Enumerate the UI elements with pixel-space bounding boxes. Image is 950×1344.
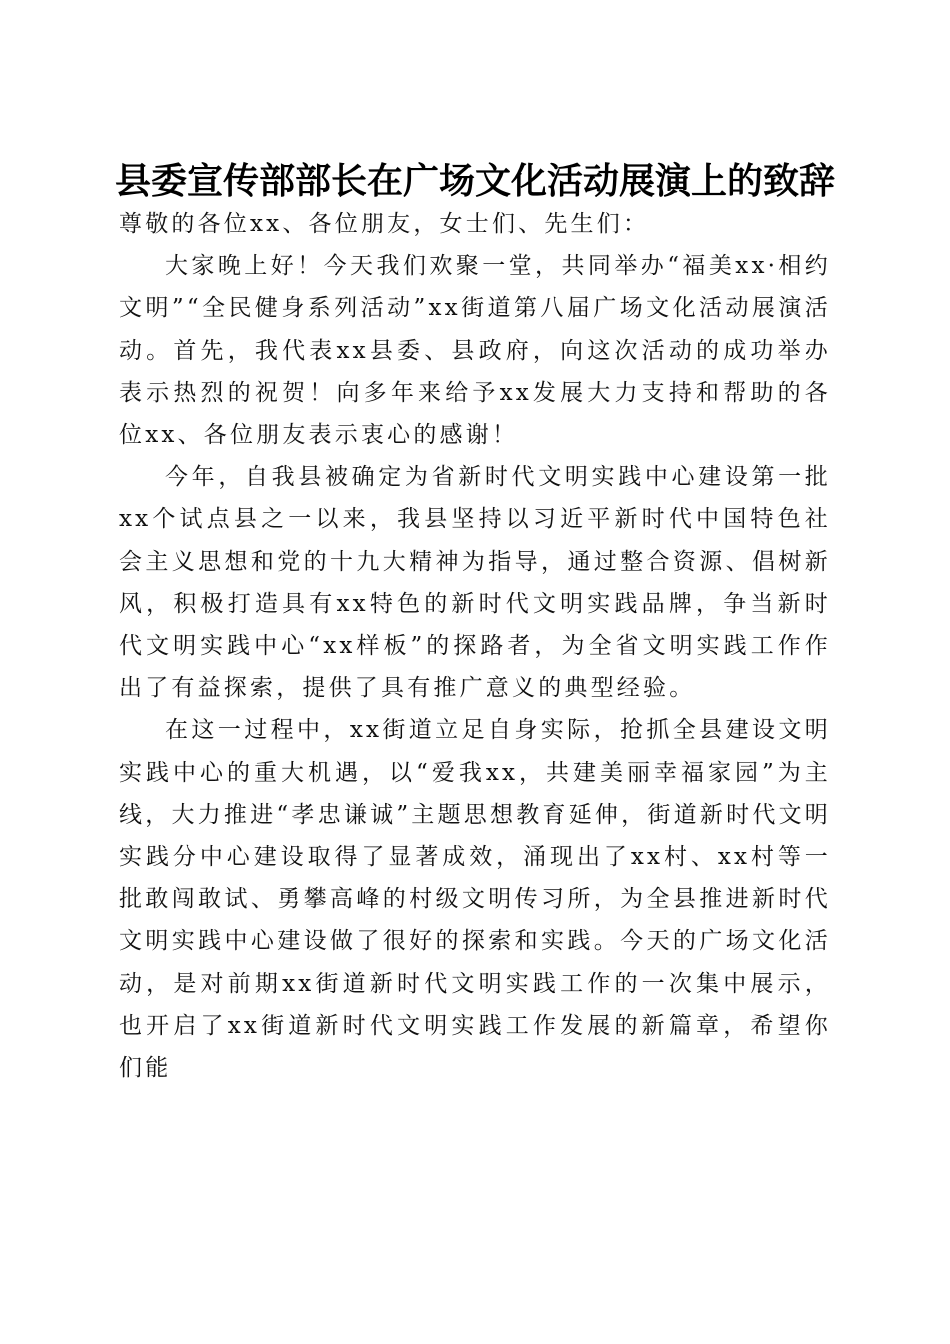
document-body: [119, 203, 831, 1089]
document-title: 县委宣传部部长在广场文化活动展演上的致辞: [114, 160, 835, 203]
paragraph-county-practice: 今年，自我县被确定为省新时代文明实践中心建设第一批xx个试点县之一以来，我县坚持以习近平新时代中国特色社会主义思想和党的十九大精神为指导，通过整合资源、倡树新风，积极打造具有xx特色的新时代文明实践品牌，争当新时代文明实践中心“xx样板”的探路者，为全省文明实践工作作出了有益探索，提供了具有推广意义的典型经验。: [119, 464, 831, 702]
paragraph-street-achievements: 在这一过程中，xx街道立足自身实际，抢抓全县建设文明实践中心的重大机遇，以“爱我xx，共建美丽幸福家园”为主线，大力推进“孝忠谦诚”主题思想教育延伸，街道新时代文明实践分中心建设取得了显著成效，涌现出了xx村、xx村等一批敢闯敢试、勇攀高峰的村级文明传习所，为全县推进新时代文明实践中心建设做了很好的探索和实践。今天的广场文化活动，是对前期xx街道新时代文明实践工作的一次集中展示，也开启了xx街道新时代文明实践工作发展的新篇章，希望你们能: [119, 717, 831, 1082]
paragraph-opening: 大家晚上好！今天我们欢聚一堂，共同举办“福美xx·相约文明”“全民健身系列活动”xx街道第八届广场文化活动展演活动。首先，我代表xx县委、县政府，向这次活动的成功举办表示热烈的祝贺！向多年来给予xx发展大力支持和帮助的各位xx、各位朋友表示衷心的感谢！: [119, 253, 831, 449]
salutation: 尊敬的各位xx、各位朋友，女士们、先生们：: [119, 211, 650, 237]
